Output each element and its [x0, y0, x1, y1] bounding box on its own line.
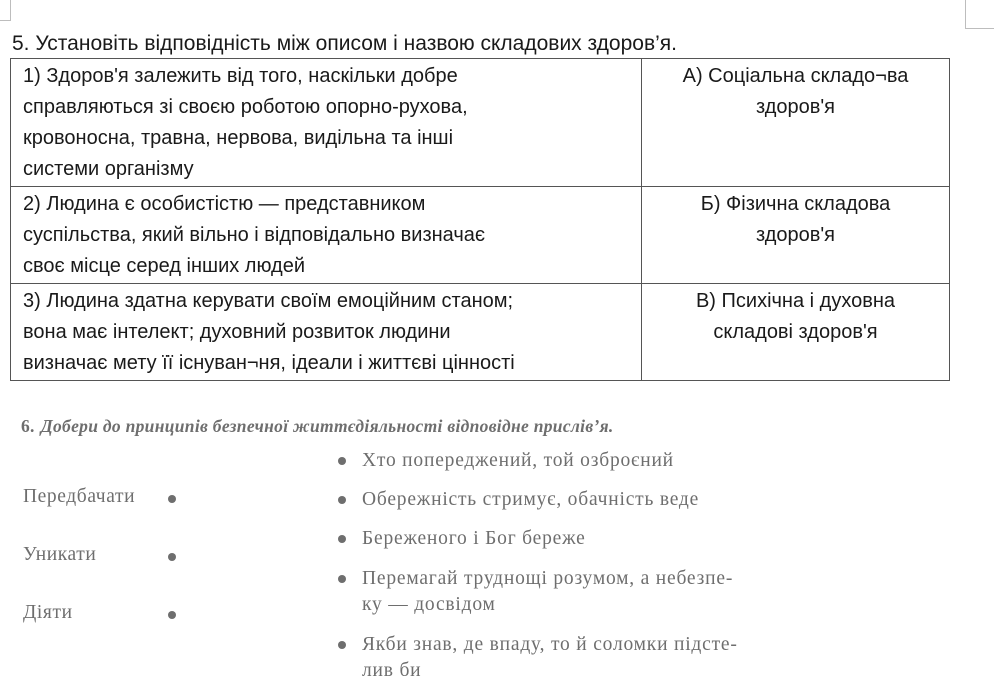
page-corner-mark-left [0, 0, 11, 21]
principle-label: Уникати [23, 544, 97, 565]
principle-label: Передбачати [23, 486, 136, 507]
proverb-item [338, 448, 674, 474]
component-name-line: Б) Фізична складова [700, 193, 891, 215]
description-cell [11, 284, 642, 381]
component-name-cell [642, 59, 950, 187]
description-line: своє місце серед інших людей [23, 255, 306, 277]
proverb-item [338, 526, 586, 552]
proverb-line: Перемагай труднощі розумом, а небезпе- [362, 568, 734, 589]
bullet-icon [338, 575, 346, 583]
matching-table [10, 58, 950, 381]
description-line: вона має інтелект; духовний розвиток людини [23, 321, 451, 343]
component-name-line: здоров'я [755, 224, 836, 246]
table-row [11, 59, 950, 187]
principle-bullet-icon [168, 611, 176, 619]
description-line: кровоносна, травна, нервова, видільна та інші [23, 127, 454, 149]
task5-title: 5. Установіть відповідність між описом і назвою складових здоров’я. [12, 32, 677, 55]
description-cell [11, 59, 642, 187]
principle-bullet-icon [168, 553, 176, 561]
description-line: суспільства, який вільно і відповідально визначає [23, 224, 486, 246]
proverb-line: Обережність стримує, обачність веде [362, 489, 700, 510]
proverb-line: ку — досвідом [362, 594, 496, 615]
principle-bullet-icon [168, 495, 176, 503]
description-line: 1) Здоров'я залежить від того, наскільки добре [23, 65, 458, 87]
proverb-line: Береженого і Бог береже [362, 528, 586, 549]
description-line: 2) Людина є особистістю — представником [23, 193, 426, 215]
page-corner-mark-right [965, 0, 994, 29]
task6-number: 6. [21, 416, 35, 436]
table-row [11, 187, 950, 284]
bullet-icon [338, 535, 346, 543]
proverb-line: лив би [362, 660, 422, 681]
table-row [11, 284, 950, 381]
description-line: 3) Людина здатна керувати своїм емоційним станом; [23, 290, 514, 312]
component-name-line: складові здоров'я [713, 321, 878, 343]
task6-title [21, 416, 614, 437]
component-name-line: А) Соціальна складо¬ва [682, 65, 909, 87]
description-line: визначає мету її існуван¬ня, ідеали і життєві цінності [23, 352, 515, 374]
proverb-item [338, 632, 738, 684]
bullet-icon [338, 457, 346, 465]
proverb-item [338, 566, 733, 618]
description-cell [11, 187, 642, 284]
description-line: справляються зі своєю роботою опорно-рухова, [23, 96, 468, 118]
bullet-icon [338, 496, 346, 504]
component-name-line: здоров'я [755, 96, 836, 118]
principle-label: Діяти [23, 602, 73, 623]
component-name-cell [642, 187, 950, 284]
proverb-line: Якби знав, де впаду, то й соломки підсте- [362, 634, 738, 655]
proverb-line: Хто попереджений, той озброєний [362, 450, 674, 471]
proverb-item [338, 487, 699, 513]
component-name-cell [642, 284, 950, 381]
description-line: системи організму [23, 158, 194, 180]
bullet-icon [338, 641, 346, 649]
task6-instruction: Добери до принципів безпечної життєдіяльності відповідне прислів’я. [40, 416, 614, 436]
component-name-line: В) Психічна і духовна [695, 290, 896, 312]
